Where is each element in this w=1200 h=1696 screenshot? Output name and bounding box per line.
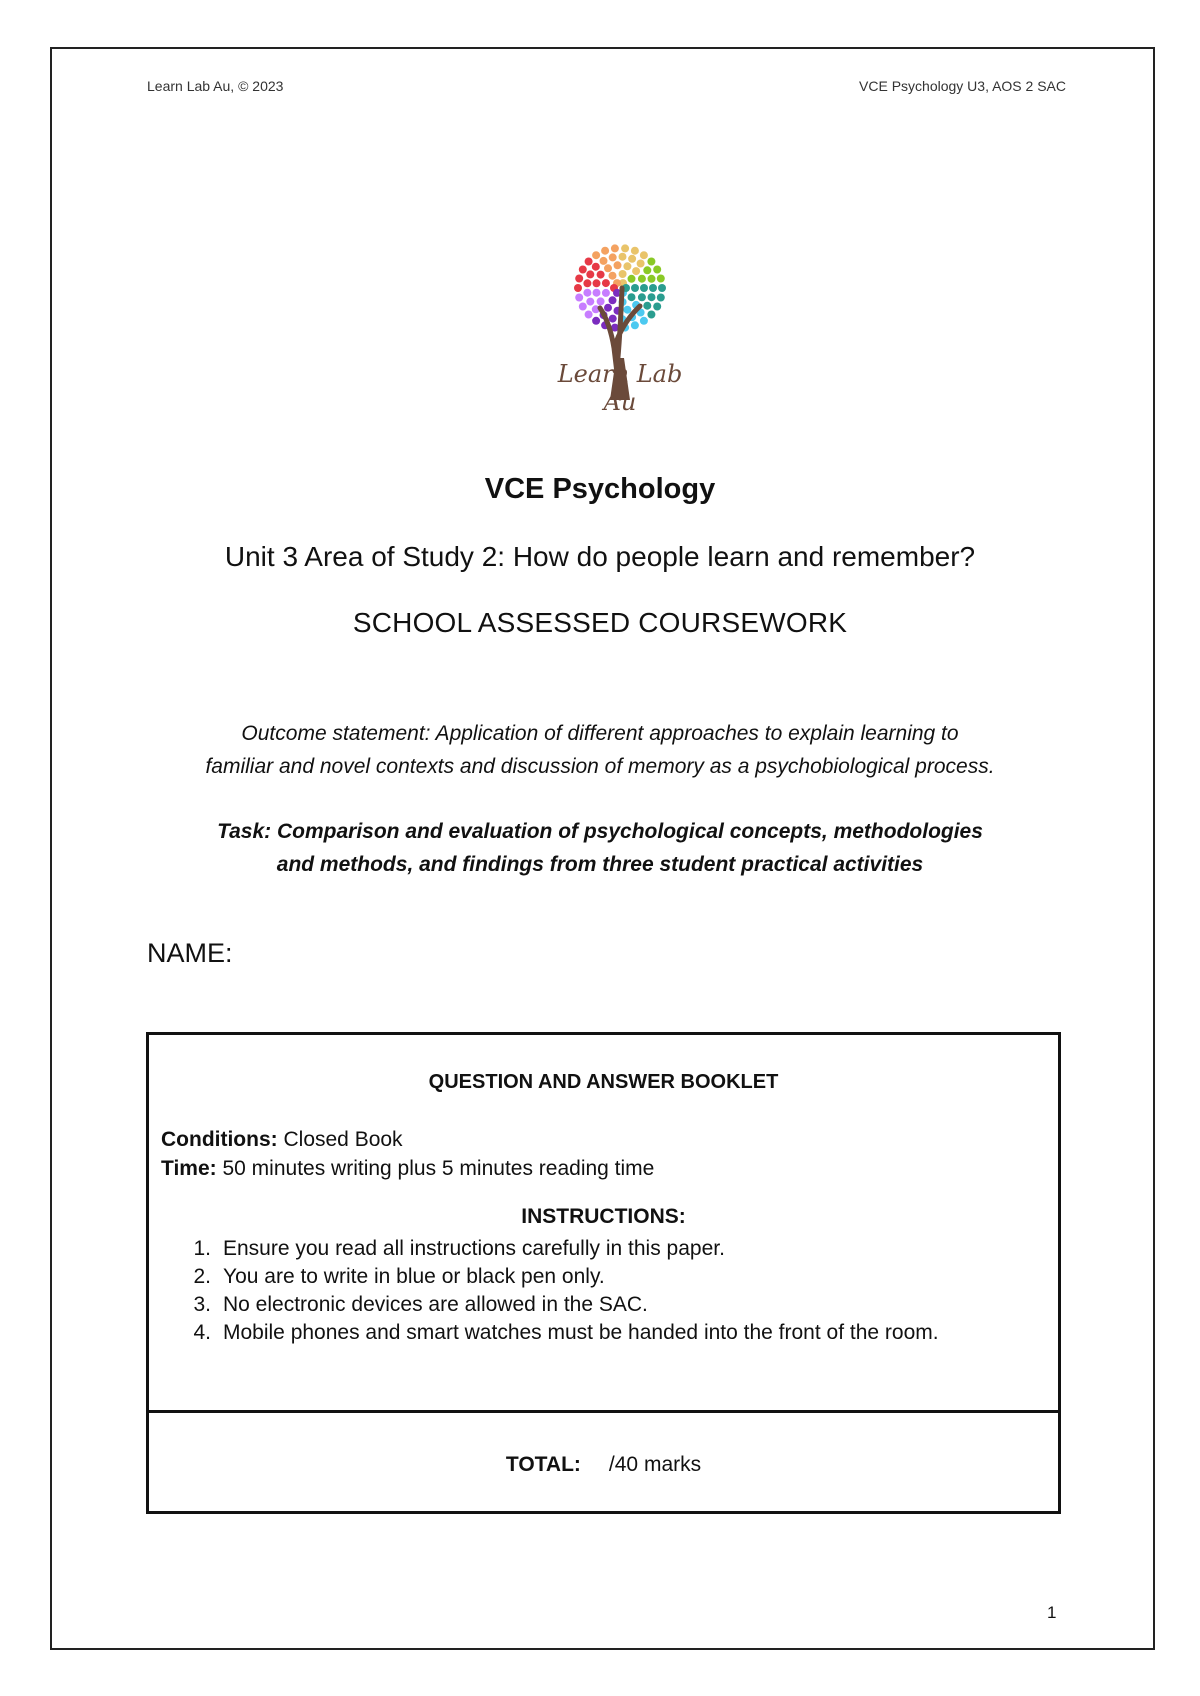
canopy-dot [628, 275, 636, 283]
canopy-dot [640, 251, 648, 259]
canopy-dot [631, 321, 639, 329]
canopy-dot [648, 275, 656, 283]
booklet-divider [149, 1410, 1058, 1413]
assessment-type: SCHOOL ASSESSED COURSEWORK [352, 607, 848, 638]
canopy-dot [586, 298, 594, 306]
canopy-dot [614, 261, 622, 269]
total-label: TOTAL: [505, 1453, 581, 1476]
conditions-label: Conditions: [161, 1128, 278, 1151]
canopy-dot [574, 284, 582, 292]
instruction-number: 4. [193, 1321, 211, 1344]
canopy-dot [583, 289, 591, 297]
canopy-dot [575, 275, 583, 283]
instruction-item [161, 1319, 1041, 1347]
header-left: Learn Lab Au, © 2023 [147, 78, 284, 94]
canopy-dot [604, 264, 612, 272]
task-statement [0, 815, 1200, 881]
time-value: 50 minutes writing plus 5 minutes reading time [222, 1157, 655, 1180]
instruction-text: No electronic devices are allowed in the SAC. [223, 1293, 648, 1316]
canopy-dot [638, 293, 646, 301]
canopy-dot [604, 304, 612, 312]
instructions-list [161, 1235, 1041, 1347]
task-line-1: Task: Comparison and evaluation of psychological concepts, methodologies [217, 820, 983, 843]
outcome-line-1: Outcome statement: Application of different approaches to explain learning to [241, 722, 959, 745]
instruction-item [161, 1291, 1041, 1319]
name-field-label: NAME: [147, 938, 233, 968]
canopy-dot [602, 289, 610, 297]
canopy-dot [619, 270, 627, 278]
canopy-dot [592, 251, 600, 259]
instruction-number: 2. [193, 1265, 211, 1288]
canopy-dot [647, 311, 655, 319]
canopy-dot [623, 306, 631, 314]
canopy-dot [621, 244, 629, 252]
canopy-dot [609, 253, 617, 261]
canopy-dot [623, 262, 631, 270]
canopy-dot [585, 311, 593, 319]
instruction-number: 3. [193, 1293, 211, 1316]
canopy-dot [643, 302, 651, 310]
time-label: Time: [161, 1157, 217, 1180]
canopy-dot [647, 258, 655, 266]
canopy-dot [649, 284, 657, 292]
canopy-dot [609, 315, 617, 323]
canopy-dot [579, 303, 587, 311]
canopy-dot [632, 267, 640, 275]
header-right: VCE Psychology U3, AOS 2 SAC [859, 78, 1066, 94]
instruction-text: You are to write in blue or black pen only. [223, 1265, 605, 1288]
canopy-dot [586, 270, 594, 278]
canopy-dot [619, 253, 627, 261]
canopy-dot [648, 293, 656, 301]
logo-text: Learn Lab Au [557, 360, 683, 416]
canopy-dot [585, 258, 593, 266]
canopy-dot [592, 263, 600, 271]
canopy-dot [628, 255, 636, 263]
canopy-dot [640, 284, 648, 292]
canopy-dot [657, 275, 665, 283]
instructions-title: INSTRUCTIONS: [521, 1205, 686, 1228]
task-line-2: and methods, and findings from three student practical activities [276, 853, 924, 876]
instruction-text: Ensure you read all instructions carefully in this paper. [223, 1237, 725, 1260]
total-value: /40 marks [608, 1453, 702, 1476]
canopy-dot [653, 266, 661, 274]
booklet-title: QUESTION AND ANSWER BOOKLET [428, 1071, 779, 1093]
instruction-item [161, 1263, 1041, 1291]
booklet-box [146, 1032, 1061, 1514]
canopy-dot [643, 266, 651, 274]
canopy-dot [637, 260, 645, 268]
canopy-dot [579, 266, 587, 274]
canopy-dot [609, 272, 617, 280]
canopy-dot [600, 257, 608, 265]
canopy-dot [593, 279, 601, 287]
page-number: 1 [1047, 1603, 1057, 1622]
unit-subtitle: Unit 3 Area of Study 2: How do people learn and remember? [224, 541, 976, 572]
page-title: VCE Psychology [484, 473, 716, 505]
canopy-dot [583, 279, 591, 287]
canopy-dot [628, 293, 636, 301]
canopy-dot [658, 284, 666, 292]
canopy-dot [640, 317, 648, 325]
conditions-value: Closed Book [283, 1128, 403, 1151]
canopy-dot [631, 284, 639, 292]
canopy-dot [601, 247, 609, 255]
outcome-statement [0, 717, 1200, 783]
canopy-dot [653, 303, 661, 311]
canopy-dot [575, 294, 583, 302]
canopy-dot [631, 247, 639, 255]
canopy-dot [657, 294, 665, 302]
canopy-dot [592, 317, 600, 325]
canopy-dot [593, 289, 601, 297]
canopy-dot [638, 275, 646, 283]
instruction-number: 1. [193, 1237, 211, 1260]
instruction-item [161, 1235, 1041, 1263]
canopy-dot [597, 297, 605, 305]
total-row [149, 1453, 1058, 1477]
instruction-text: Mobile phones and smart watches must be handed into the front of the room. [223, 1321, 939, 1344]
canopy-dot [609, 296, 617, 304]
canopy-dot [611, 244, 619, 252]
canopy-dot [597, 271, 605, 279]
outcome-line-2: familiar and novel contexts and discussion of memory as a psychobiological process. [205, 755, 995, 778]
canopy-dot [602, 279, 610, 287]
conditions-block [161, 1125, 654, 1183]
